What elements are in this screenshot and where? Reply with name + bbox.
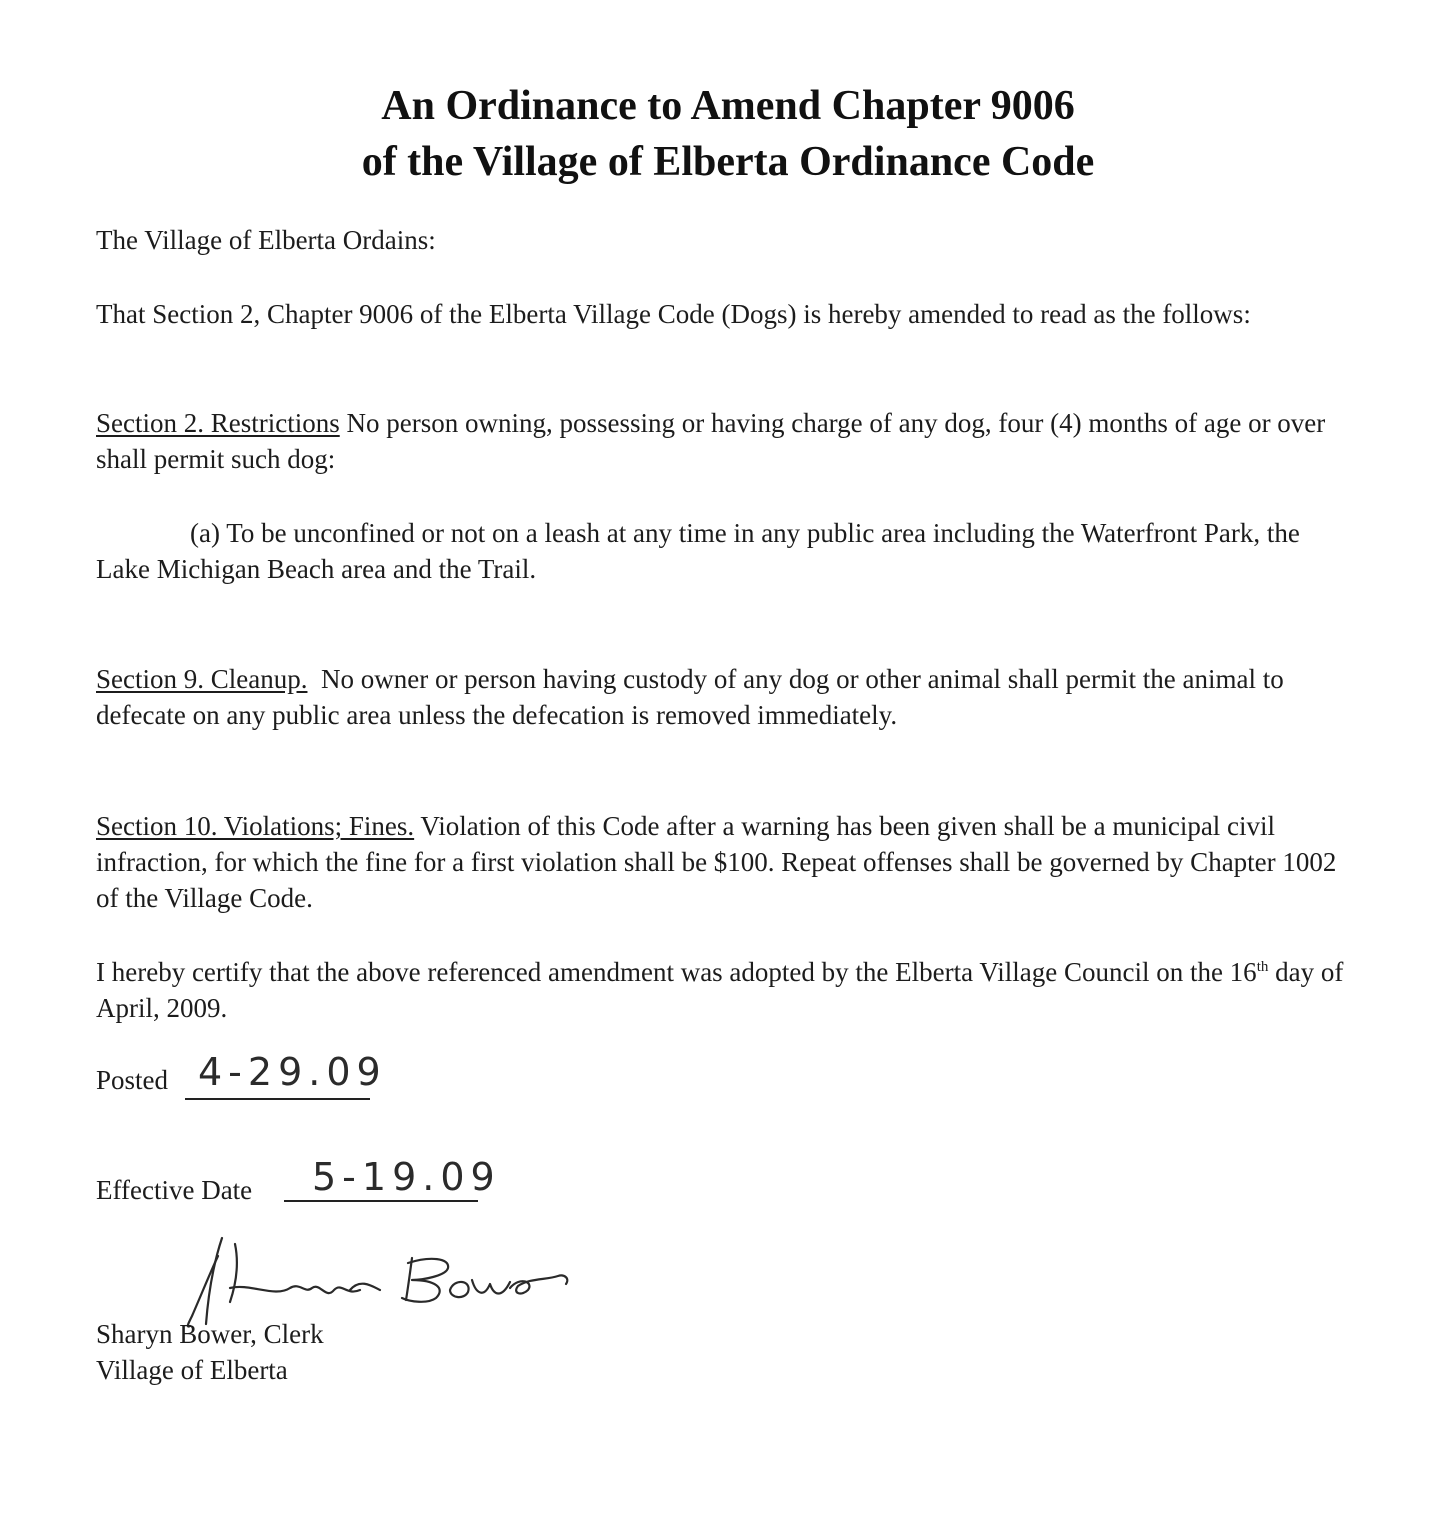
signer-organization: Village of Elberta — [96, 1355, 288, 1385]
section-10-text: Violation of this Code after a warning has been given shall be a municipal civil infraction, for which the fine for a first violation shall be $100. Repeat offenses shall be governed by Chapter 1002 of the Village Code. — [96, 811, 1337, 913]
title-line-2: of the Village of Elberta Ordinance Code — [361, 139, 1095, 185]
certification-text: I hereby certify that the above referenced amendment was adopted by the Elberta Village Council on the 16 — [96, 957, 1257, 987]
section-10-heading: Section 10. Violations; Fines. — [96, 811, 415, 841]
certification-ordinal: th — [1256, 959, 1269, 975]
effective-date-underline — [284, 1200, 478, 1202]
section-9-text: No owner or person having custody of any dog or other animal shall permit the animal to defecate on any public area unless the defecation is removed immediately. — [96, 664, 1291, 730]
section-2-text: No person owning, possessing or having charge of any dog, four (4) months of age or over shall permit such dog: — [96, 408, 1326, 474]
posted-underline — [185, 1098, 370, 1100]
section-2-heading: Section 2. Restrictions — [96, 408, 340, 438]
certification-text-end: day of April, 2009. — [96, 957, 1344, 1023]
intro-line: The Village of Elberta Ordains: — [96, 225, 436, 255]
document-title — [0, 78, 1456, 190]
effective-date-label: Effective Date — [96, 1175, 253, 1205]
section-2-item-a: (a) To be unconfined or not on a leash at any time in any public area including the Waterfront Park, the Lake Michigan Beach area and the Trail. — [96, 518, 1300, 584]
effective-date-handwritten: 5-19.09 — [312, 1155, 501, 1199]
title-line-1: An Ordinance to Amend Chapter 9006 — [381, 83, 1075, 129]
section-2-paragraph — [96, 405, 1346, 477]
amend-paragraph: That Section 2, Chapter 9006 of the Elberta Village Code (Dogs) is hereby amended to read as the follows: — [96, 299, 1251, 329]
signer-name: Sharyn Bower, Clerk — [96, 1319, 324, 1349]
section-10-paragraph — [96, 808, 1346, 916]
posted-label: Posted — [96, 1065, 169, 1095]
section-9-paragraph — [96, 661, 1346, 733]
section-9-heading: Section 9. Cleanup. — [96, 664, 308, 694]
certification-paragraph — [96, 954, 1346, 1026]
posted-date-handwritten: 4-29.09 — [198, 1050, 387, 1094]
